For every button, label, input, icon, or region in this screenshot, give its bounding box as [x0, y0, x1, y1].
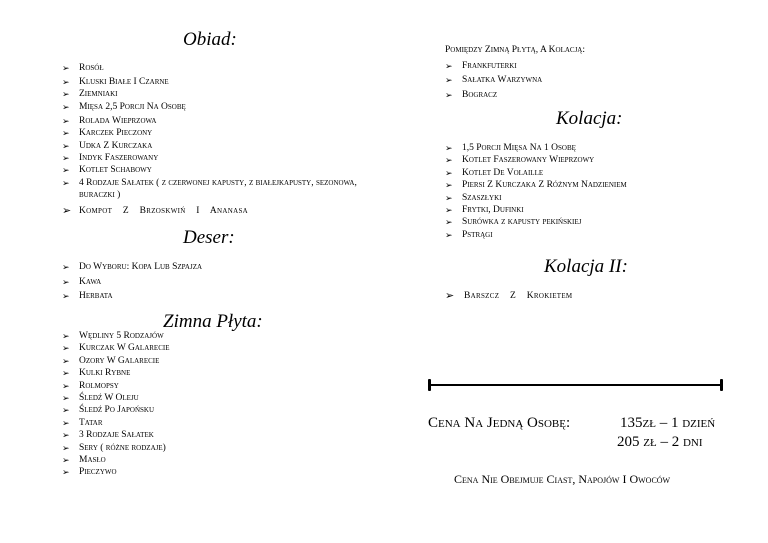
arrow-bullet-icon: ➢ [445, 167, 453, 178]
arrow-bullet-icon: ➢ [62, 76, 70, 87]
deser-title: Deser: [183, 227, 235, 248]
list-item: ➢ Barszcz Z Krokietem [445, 290, 573, 302]
list-item: ➢ Kawa [62, 275, 202, 290]
arrow-bullet-icon: ➢ [445, 290, 455, 302]
arrow-bullet-icon: ➢ [62, 140, 70, 151]
arrow-bullet-icon: ➢ [62, 393, 70, 404]
list-item: ➢ Pieczywo [62, 467, 117, 478]
kolacja-title: Kolacja: [556, 108, 623, 129]
pomiedzy-title: Pomiędzy Zimną Płytą, A Kolacją: [445, 45, 585, 55]
arrow-bullet-icon: ➢ [445, 143, 453, 153]
arrow-bullet-icon: ➢ [62, 115, 70, 126]
pomiedzy-list [445, 59, 542, 102]
arrow-bullet-icon: ➢ [62, 380, 70, 391]
list-item: ➢ Surówka z kapusty pekińskiej [445, 217, 582, 228]
list-item: ➢ Frytki, Dufinki [445, 205, 524, 216]
zimna-plyta-list [62, 330, 169, 479]
arrow-bullet-icon: ➢ [62, 128, 70, 139]
list-item: ➢ 3 Rodzaje Sałatek [62, 430, 154, 441]
list-item: ➢ Kompot Z Brzoskwiń I Ananasa [62, 204, 249, 217]
obiad-title: Obiad: [183, 29, 237, 50]
list-item: ➢ 4 Rodzaje Sałatek ( z czerwonej kapusty, z białejkapusty, sezonowa, buraczki ) [62, 177, 357, 201]
list-item: ➢ Kotlet Faszerowany Wieprzowy [445, 155, 595, 166]
deser-list [62, 260, 202, 304]
arrow-bullet-icon: ➢ [62, 153, 70, 164]
list-item: ➢ Śledź Po Japońsku [62, 405, 155, 416]
divider-line [430, 384, 721, 386]
list-item: ➢ Karczek Pieczony [62, 128, 153, 139]
arrow-bullet-icon: ➢ [445, 192, 453, 203]
list-item: ➢ Kluski Białe I Czarne [62, 76, 169, 87]
arrow-bullet-icon: ➢ [445, 229, 453, 240]
arrow-bullet-icon: ➢ [62, 331, 70, 341]
arrow-bullet-icon: ➢ [62, 177, 70, 188]
arrow-bullet-icon: ➢ [62, 165, 70, 176]
arrow-bullet-icon: ➢ [62, 455, 70, 466]
zimna-plyta-title: Zimna Płyta: [163, 311, 263, 332]
arrow-bullet-icon: ➢ [62, 291, 70, 301]
list-item: ➢ Kurczak W Galarecie [62, 343, 170, 354]
arrow-bullet-icon: ➢ [445, 205, 453, 216]
arrow-bullet-icon: ➢ [445, 61, 453, 71]
arrow-bullet-icon: ➢ [62, 467, 70, 478]
list-item: ➢ Frankfuterki [445, 59, 542, 73]
arrow-bullet-icon: ➢ [445, 89, 453, 100]
list-item: ➢ Sałatka Warzywna [445, 73, 542, 87]
kolacja-list [445, 142, 627, 241]
arrow-bullet-icon: ➢ [62, 276, 70, 287]
list-item: ➢ Rosół [62, 63, 104, 73]
obiad-list [62, 62, 372, 217]
list-item: ➢ Masło [62, 455, 106, 466]
list-item: ➢ Tatar [62, 417, 103, 428]
price-label: Cena Na Jedną Osobę: [428, 415, 571, 431]
list-item: ➢ Rolada Wieprzowa [62, 115, 157, 126]
arrow-bullet-icon: ➢ [445, 217, 453, 228]
list-item: ➢ Śledź W Oleju [62, 393, 139, 404]
arrow-bullet-icon: ➢ [62, 101, 70, 112]
price-note: Cena Nie Obejmuje Ciast, Napojów I Owoców [454, 472, 671, 486]
divider-right-cap [720, 379, 723, 391]
arrow-bullet-icon: ➢ [62, 405, 70, 416]
list-item: ➢ Mięsa 2,5 Porcji Na Osobę [62, 101, 186, 112]
arrow-bullet-icon: ➢ [62, 262, 70, 272]
arrow-bullet-icon: ➢ [62, 417, 70, 428]
arrow-bullet-icon: ➢ [62, 89, 70, 100]
kolacja-ii-title: Kolacja II: [544, 256, 628, 277]
list-item: ➢ Rolmopsy [62, 380, 119, 391]
list-item: ➢ Ziemniaki [62, 89, 118, 100]
list-item: ➢ Piersi Z Kurczaka Z Różnym Nadzieniem [445, 180, 627, 191]
arrow-bullet-icon: ➢ [445, 155, 453, 166]
list-item: ➢ Bogracz [445, 88, 542, 102]
list-item: ➢ Wędliny 5 Rodzajów [62, 331, 164, 341]
list-item: ➢ Sery ( różne rodzaje) [62, 442, 166, 453]
list-item: ➢ Kotlet De Volaille [445, 167, 544, 178]
arrow-bullet-icon: ➢ [445, 75, 453, 86]
list-item: ➢ Pstrągi [445, 229, 493, 240]
price-two-days: 205 zł – 2 dni [617, 434, 703, 450]
list-item: ➢ Kotlet Schabowy [62, 165, 152, 176]
list-item: ➢ Kulki Rybne [62, 368, 131, 379]
arrow-bullet-icon: ➢ [62, 442, 70, 453]
price-one-day: 135zł – 1 dzień [620, 415, 716, 431]
list-item: ➢ 1,5 Porcji Mięsa Na 1 Osobę [445, 143, 576, 153]
list-item: ➢ Ozory W Galarecie [62, 355, 160, 366]
list-item: ➢ Herbata [62, 289, 202, 304]
kolacja-ii-list [445, 290, 572, 302]
list-item: ➢ Szaszłyki [445, 192, 502, 203]
arrow-bullet-icon: ➢ [62, 355, 70, 366]
list-item: ➢ Indyk Faszerowany [62, 153, 159, 164]
list-item: ➢ Do Wyboru: Kopa Lub Szpajza [62, 260, 202, 275]
arrow-bullet-icon: ➢ [62, 63, 70, 73]
arrow-bullet-icon: ➢ [62, 343, 70, 354]
arrow-bullet-icon: ➢ [62, 204, 72, 217]
arrow-bullet-icon: ➢ [62, 368, 70, 379]
arrow-bullet-icon: ➢ [62, 430, 70, 441]
arrow-bullet-icon: ➢ [445, 180, 453, 191]
list-item: ➢ Udka Z Kurczaka [62, 140, 153, 151]
